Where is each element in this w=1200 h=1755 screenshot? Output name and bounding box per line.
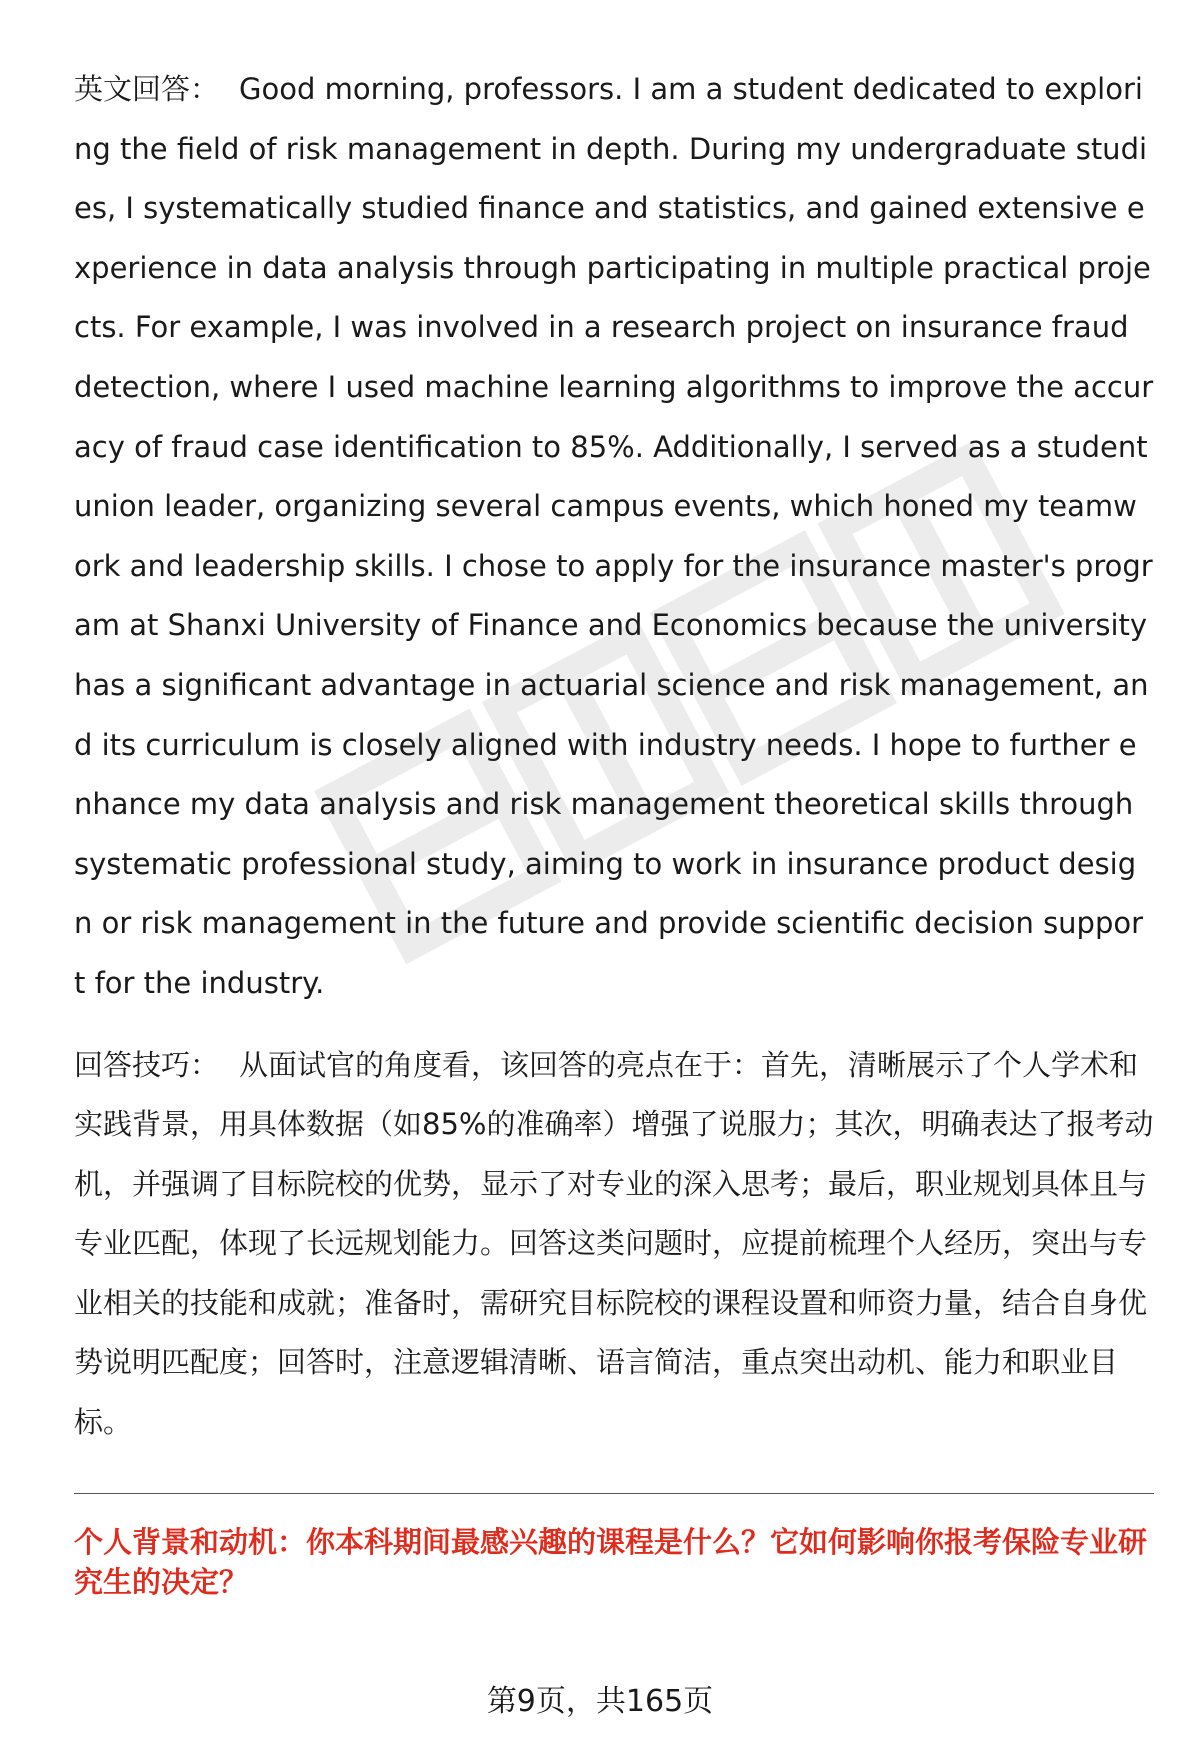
answer-label: 英文回答： (74, 72, 220, 106)
tips-paragraph (74, 1036, 1154, 1453)
tips-label: 回答技巧： (74, 1047, 220, 1082)
next-question-heading: 个人背景和动机：你本科期间最感兴趣的课程是什么？它如何影响你报考保险专业研究生的决定？ (74, 1524, 1148, 1599)
answer-text: Good morning, professors. I am a student dedicated to exploring the field of risk management in depth. During my undergraduate studies, I systematically studied finance and statistics, and gained extensive experience in data analysis through participating in multiple practical projects. For example, I was involved in a research project on insurance fraud detection, where I used machine learning algorithms to improve the accuracy of fraud case identification to 85%. Additionally, I served as a student union leader, organizing several campus events, which honed my teamwork and leadership skills. I chose to apply for the insurance master's program at Shanxi University of Finance and Economics because the university has a significant advantage in actuarial science and risk management, and its curriculum is closely aligned with industry needs. I hope to further enhance my data analysis and risk management theoretical skills through systematic professional study, aiming to work in insurance product design or risk management in the future and provide scientific decision support for the industry. (74, 72, 1154, 1000)
answer-paragraph (74, 60, 1154, 1014)
page-number-footer: 第9页，共165页 (486, 1684, 714, 1719)
document-page (74, 60, 1154, 1602)
section-divider (74, 1493, 1154, 1494)
tips-text: 从面试官的角度看，该回答的亮点在于：首先，清晰展示了个人学术和实践背景，用具体数据（如85%的准确率）增强了说服力；其次，明确表达了报考动机，并强调了目标院校的优势，显示了对专业的深入思考；最后，职业规划具体且与专业匹配，体现了长远规划能力。回答这类问题时，应提前梳理个人经历，突出与专业相关的技能和成就；准备时，需研究目标院校的课程设置和师资力量，结合自身优势说明匹配度；回答时，注意逻辑清晰、语言简洁，重点突出动机、能力和职业目标。 (74, 1047, 1154, 1440)
